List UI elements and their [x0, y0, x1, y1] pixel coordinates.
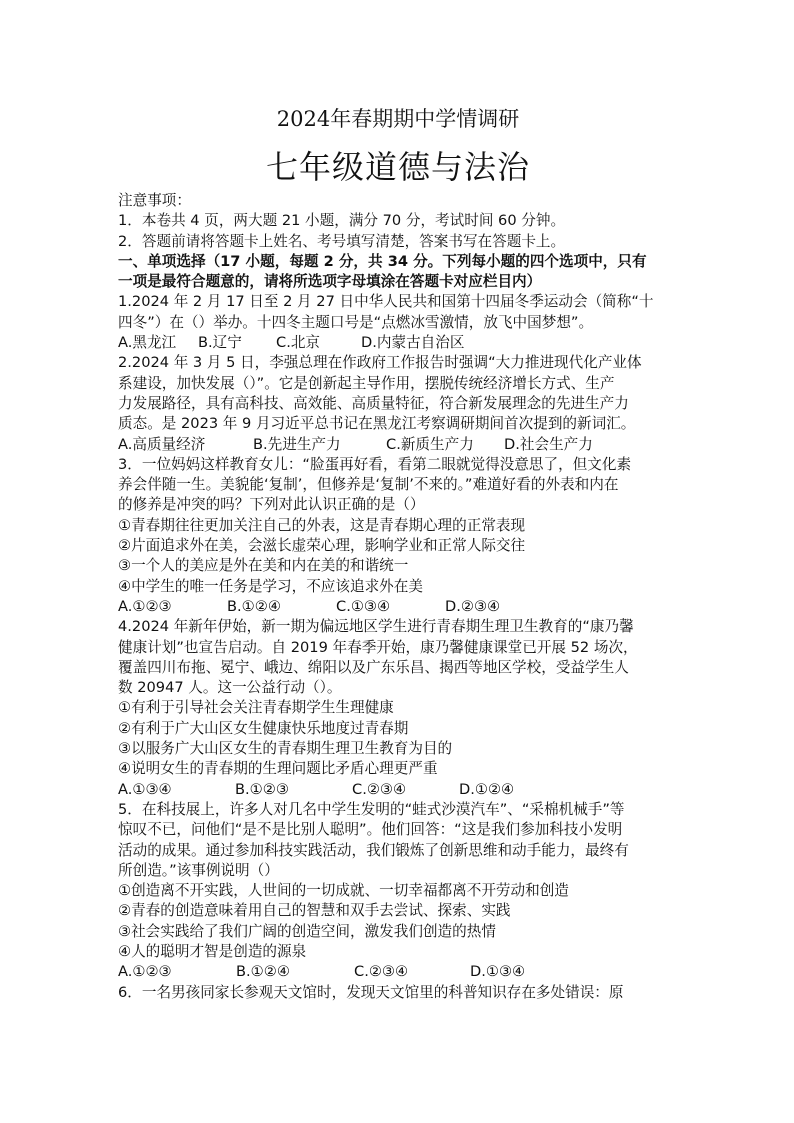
question-text: 惊叹不已，问他们“是不是比别人聪明”。他们回答：“这是我们参加科技小发明 — [118, 821, 623, 839]
question-text: 3．一位妈妈这样教育女儿：“脸蛋再好看，看第二眼就觉得没意思了，但文化素 — [118, 455, 632, 473]
question-text: 数 20947 人。这一公益行动（）。 — [118, 679, 342, 697]
option-c: C.①③④ — [336, 597, 391, 615]
option-b: B.先进生产力 — [253, 435, 341, 453]
question-text: 6．一名男孩同家长参观天文馆时，发现天文馆里的科普知识存在多处错误：原 — [118, 983, 624, 1001]
statement-item: ②有利于广大山区女生健康快乐地度过青春期 — [118, 719, 409, 737]
option-c: C.北京 — [276, 334, 321, 352]
statement-item: ③以服务广大山区女生的青春期生理卫生教育为目的 — [118, 740, 453, 758]
note-item: 1．本卷共 4 页，两大题 21 小题，满分 70 分，考试时间 60 分钟。 — [118, 212, 566, 230]
question-text: 1.2024 年 2 月 17 日至 2 月 27 日中华人民共和国第十四届冬季运动会（简称“十 — [118, 293, 654, 311]
question-text: 活动的成果。通过参加科技实践活动，我们锻炼了创新思维和动手能力，最终有 — [118, 841, 629, 859]
section-heading: 一、单项选择（17 小题，每题 2 分，共 34 分。下列每小题的四个选项中，只有 — [118, 252, 647, 270]
option-d: D.①②④ — [459, 780, 515, 798]
question-2 — [118, 353, 678, 454]
question-1 — [118, 292, 678, 353]
statement-item: ①创造离不开实践，人世间的一切成就、一切幸福都离不开劳动和创造 — [118, 882, 569, 900]
option-a: A.①②③ — [118, 963, 172, 981]
question-text: 所创造。”该事例说明（） — [118, 861, 279, 879]
statement-item: ④人的聪明才智是创造的源泉 — [118, 942, 307, 960]
question-text: 5．在科技展上，许多人对几名中学生发明的“蛙式沙漠汽车”、“采棉机械手”等 — [118, 800, 625, 818]
option-row — [118, 962, 678, 982]
section-heading: 一项是最符合题意的，请将所选项字母填涂在答题卡对应栏目内） — [118, 273, 542, 291]
question-text: 的修养是冲突的吗？下列对此认识正确的是（） — [118, 496, 425, 514]
option-c: C.②③④ — [354, 963, 409, 981]
question-text: 四冬”）在（）举办。十四冬主题口号是“点燃冰雪激情，放飞中国梦想”。 — [118, 313, 594, 331]
option-row — [118, 333, 678, 353]
option-c: C.②③④ — [352, 780, 407, 798]
question-text: 4.2024 年新年伊始，新一期为偏远地区学生进行青春期生理卫生教育的“康乃馨 — [118, 618, 634, 636]
exam-subtitle: 2024年春期期中学情调研 — [276, 107, 520, 131]
statement-item: ②片面追求外在美，会滋长虚荣心理，影响学业和正常人际交往 — [118, 537, 526, 555]
statement-item: ②青春的创造意味着用自己的智慧和双手去尝试、探索、实践 — [118, 902, 511, 920]
option-a: A.高质量经济 — [118, 435, 206, 453]
option-a: A.①②③ — [118, 597, 172, 615]
question-text: 质态。是 2023 年 9 月习近平总书记在黑龙江考察调研期间首次提到的新词汇。 — [118, 415, 636, 433]
option-d: D.内蒙古自治区 — [361, 334, 465, 352]
option-d: D.②③④ — [445, 597, 501, 615]
option-c: C.新质生产力 — [386, 435, 474, 453]
question-text: 系建设，加快发展（）”。它是创新起主导作用，摆脱传统经济增长方式、生产 — [118, 374, 615, 392]
statement-item: ③社会实践给了我们广阔的创造空间，激发我们创造的热情 — [118, 922, 496, 940]
option-row — [118, 597, 678, 617]
statement-item: ④中学生的唯一任务是学习，不应该追求外在美 — [118, 577, 423, 595]
option-a: A.黑龙江 — [118, 334, 177, 352]
question-4 — [118, 617, 678, 800]
option-b: B.①②③ — [235, 780, 289, 798]
question-text: 养会伴随一生。美貌能‘复制’，但修养是‘复制’不来的。”难道好看的外表和内在 — [118, 476, 619, 494]
statement-item: ④说明女生的青春期的生理问题比矛盾心理更严重 — [118, 760, 438, 778]
option-row — [118, 435, 678, 455]
option-b: B.①②④ — [227, 597, 281, 615]
option-d: D.社会生产力 — [504, 435, 593, 453]
question-text: 健康计划”也宣告启动。自 2019 年春季开始，康乃馨健康课堂已开展 52 场次， — [118, 638, 638, 656]
option-a: A.①③④ — [118, 780, 172, 798]
option-b: B.①②④ — [236, 963, 290, 981]
question-text: 覆盖四川布拖、冕宁、峨边、绵阳以及广东乐昌、揭西等地区学校，受益学生人 — [118, 658, 629, 676]
statement-item: ③一个人的美应是外在美和内在美的和谐统一 — [118, 557, 409, 575]
question-6 — [118, 983, 678, 1003]
question-5 — [118, 800, 678, 983]
question-3 — [118, 455, 678, 617]
option-d: D.①③④ — [470, 963, 526, 981]
statement-item: ①有利于引导社会关注青春期学生生理健康 — [118, 699, 394, 717]
option-row — [118, 780, 678, 800]
statement-item: ①青春期往往更加关注自己的外表，这是青春期心理的正常表现 — [118, 516, 526, 534]
question-text: 力发展路径，具有高科技、高效能、高质量特征，符合新发展理念的先进生产力 — [118, 394, 629, 412]
question-text: 2.2024 年 3 月 5 日，李强总理在作政府工作报告时强调“大力推进现代化产业体 — [118, 354, 642, 372]
option-b: B.辽宁 — [198, 334, 242, 352]
note-item: 2．答题前请将答题卡上姓名、考号填写清楚，答案书写在答题卡上。 — [118, 232, 566, 250]
notes-heading: 注意事项： — [118, 192, 191, 209]
exam-body — [118, 191, 678, 1003]
exam-title: 七年级道德与法治 — [265, 148, 530, 186]
